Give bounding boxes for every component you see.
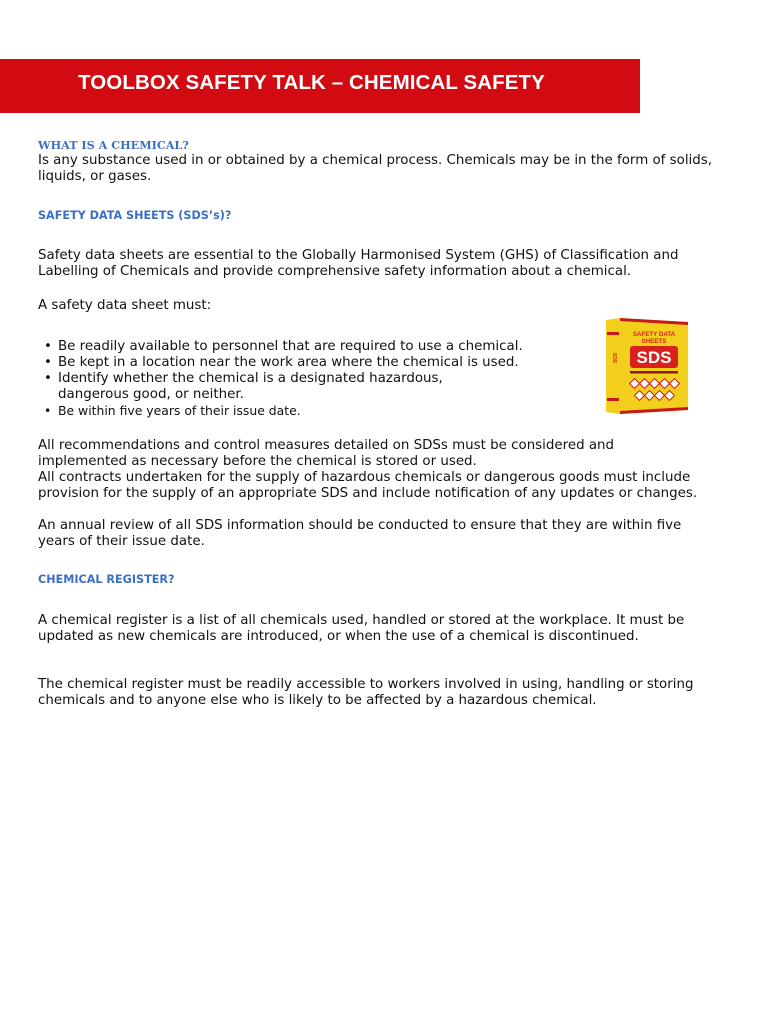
spine-stripe <box>607 332 619 335</box>
spine-stripe <box>607 398 619 401</box>
sds-binder-image <box>604 316 690 416</box>
sds-contracts-text: All contracts undertaken for the supply of hazardous chemicals or dangerous goods must include provision for the supply of an appropriate SDS and include notification of any updates or changes. <box>38 470 698 501</box>
list-item: • Be within five years of their issue date. <box>44 403 544 419</box>
cover-rule <box>630 371 678 374</box>
sds-annual-review-text: An annual review of all SDS information should be conducted to ensure that they are within five years of their issue date. <box>38 518 682 549</box>
list-item: • Identify whether the chemical is a designated hazardous, dangerous good, or neither. <box>44 371 463 403</box>
heading-chemical-register: CHEMICAL REGISTER? <box>38 573 175 586</box>
list-item: • Be readily available to personnel that are required to use a chemical. <box>44 339 544 355</box>
sds-requirements-list <box>44 339 544 419</box>
title-banner <box>0 59 640 113</box>
cover-title-line-1: SAFETY DATA <box>632 331 676 338</box>
heading-what-is-chemical: WHAT IS A CHEMICAL? <box>38 138 189 152</box>
spine-label: SDS <box>611 352 617 364</box>
cover-title-line-2: SHEETS <box>641 338 667 345</box>
list-item: • Be kept in a location near the work area where the chemical is used. <box>44 355 544 371</box>
page-title: TOOLBOX SAFETY TALK – CHEMICAL SAFETY <box>78 71 545 94</box>
register-definition-text: A chemical register is a list of all chemicals used, handled or stored at the workplace. It must be updated as new chemicals are introduced, or when the use of a chemical is discontinued. <box>38 613 685 644</box>
sds-must-label: A safety data sheet must: <box>38 298 212 313</box>
sds-intro-text: Safety data sheets are essential to the Globally Harmonised System (GHS) of Classification and Labelling of Chemicals and provide comprehensive safety information about a chemical. <box>38 248 679 279</box>
heading-safety-data-sheets: SAFETY DATA SHEETS (SDS’s)? <box>38 209 232 222</box>
sds-recommendations-text: All recommendations and control measures detailed on SDSs must be considered and implemented as necessary before the chemical is stored or used. <box>38 438 615 469</box>
sds-logo: SDS <box>636 348 672 367</box>
chemical-definition-text: Is any substance used in or obtained by a chemical process. Chemicals may be in the form of solids, liquids, or gases. <box>38 153 712 184</box>
register-accessibility-text: The chemical register must be readily accessible to workers involved in using, handling or storing chemicals and to anyone else who is likely to be affected by a hazardous chemical. <box>38 677 694 708</box>
